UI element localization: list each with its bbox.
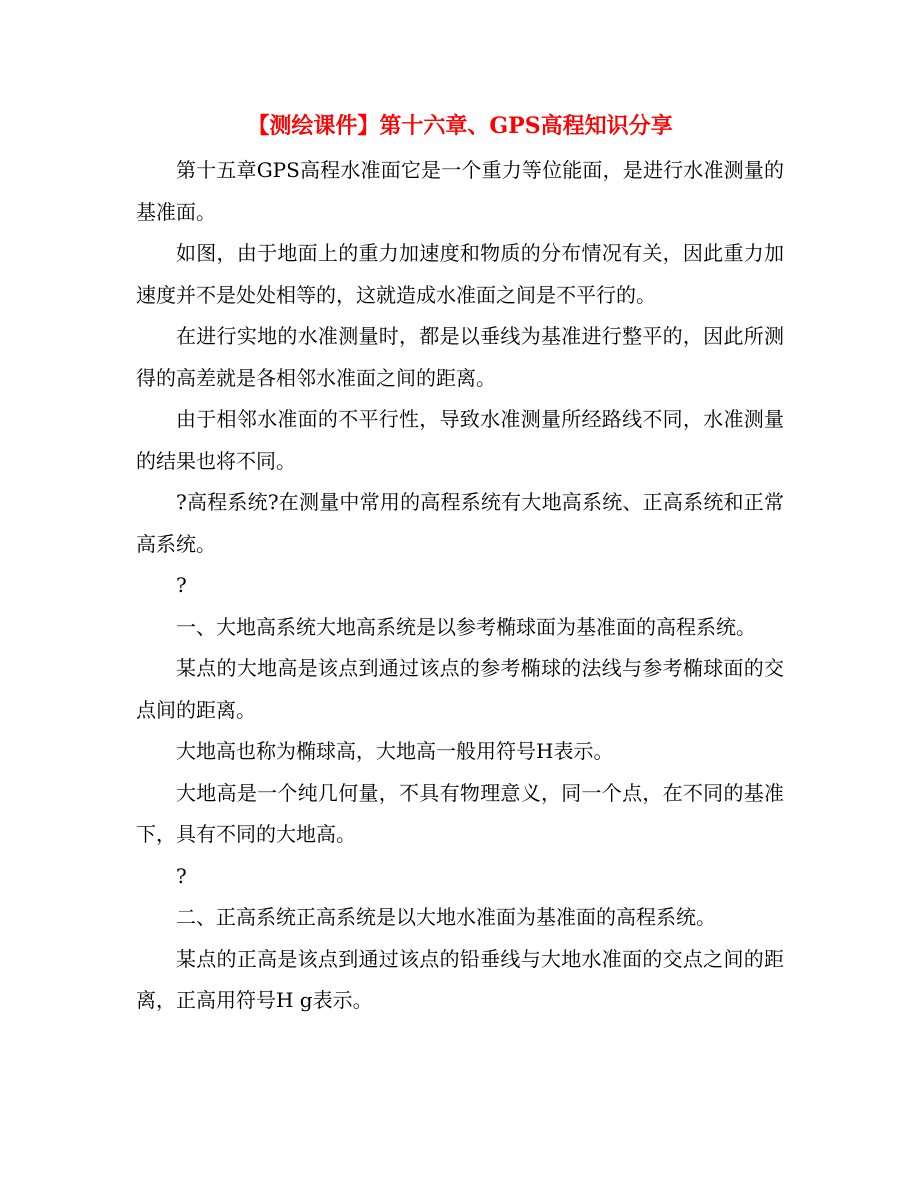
paragraph-4: 由于相邻水准面的不平行性，导致水准测量所经路线不同，水准测量的结果也将不同。 [136,407,784,473]
paragraph-7: 一、大地高系统大地高系统是以参考椭球面为基准面的高程系统。 [176,614,756,639]
paragraph-5: ?高程系统?在测量中常用的高程系统有大地高系统、正高系统和正常高系统。 [136,490,784,556]
document-body [136,150,784,1022]
paragraph-6: ? [176,573,187,597]
paragraph-10: 大地高是一个纯几何量，不具有物理意义，同一个点，在不同的基准下，具有不同的大地高。 [136,780,784,846]
document-title: 【测绘课件】第十六章、GPS高程知识分享 [247,113,673,139]
paragraph-11: ? [176,863,187,888]
paragraph-1: 第十五章GPS高程水准面它是一个重力等位能面，是进行水准测量的基准面。 [136,158,784,224]
paragraph-2: 如图，由于地面上的重力加速度和物质的分布情况有关，因此重力加速度并不是处处相等的，这就造成水准面之间是不平行的。 [136,241,784,307]
paragraph-8: 某点的大地高是该点到通过该点的参考椭球的法线与参考椭球面的交点间的距离。 [136,656,784,722]
paragraph-9: 大地高也称为椭球高，大地高一般用符号H表示。 [176,739,614,763]
paragraph-3: 在进行实地的水准测量时，都是以垂线为基准进行整平的，因此所测得的高差就是各相邻水准面之间的距离。 [136,324,784,390]
paragraph-13: 某点的正高是该点到通过该点的铅垂线与大地水准面的交点之间的距离，正高用符号H g表示。 [136,946,784,1012]
paragraph-12: 二、正高系统正高系统是以大地水准面为基准面的高程系统。 [176,905,716,929]
